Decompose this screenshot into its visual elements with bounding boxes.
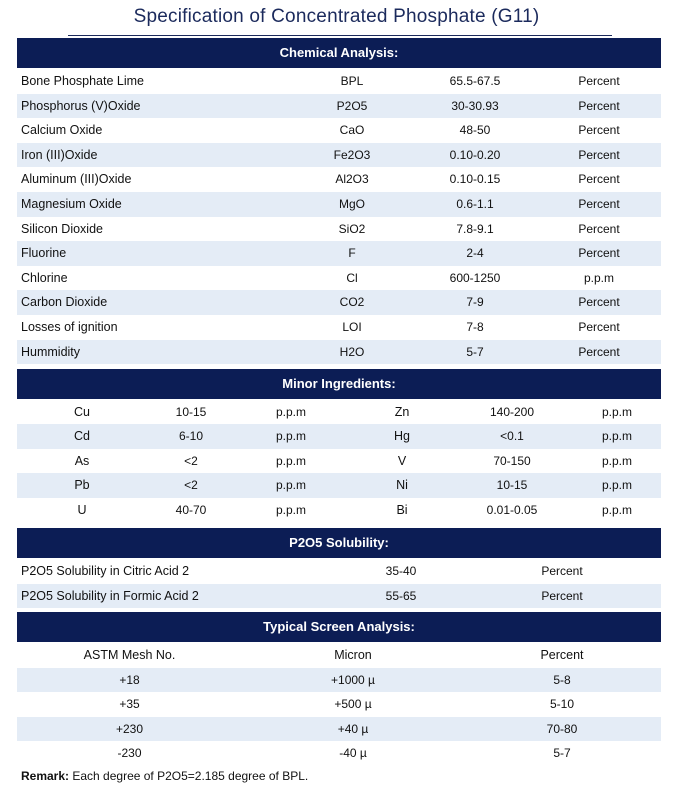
chemical-value: 0.10-0.20 — [449, 147, 501, 162]
chemical-name: Calcium Oxide — [21, 123, 103, 138]
chemical-row — [17, 266, 661, 291]
screen-row — [17, 692, 661, 717]
chemical-value: 7-9 — [466, 295, 484, 310]
minor-element-1: Cu — [74, 404, 90, 419]
chemical-value: 0.6-1.1 — [456, 197, 494, 211]
chemical-unit: Percent — [578, 320, 620, 334]
screen-micron: +500 µ — [334, 697, 372, 712]
minor-row — [17, 449, 661, 474]
minor-element-2: V — [397, 453, 407, 468]
chemical-symbol: BPL — [340, 74, 364, 88]
minor-value-1: 10-15 — [175, 404, 207, 419]
minor-element-2: Ni — [396, 478, 408, 493]
screen-mesh: +230 — [115, 721, 144, 736]
chemical-symbol: P2O5 — [336, 98, 368, 113]
minor-element-2: Bi — [396, 502, 408, 517]
minor-row — [17, 498, 661, 523]
screen-micron: +40 µ — [337, 721, 369, 736]
chemical-name: Fluorine — [21, 246, 67, 261]
chemical-unit: Percent — [578, 147, 620, 162]
chemical-value: 0.10-0.15 — [449, 172, 501, 187]
screen-percent: 70-80 — [546, 721, 578, 736]
solubility-value: 55-65 — [385, 588, 417, 603]
minor-element-1: Cd — [74, 429, 90, 444]
chemical-value: 2-4 — [466, 246, 484, 261]
minor-value-2: 70-150 — [493, 453, 531, 468]
remark — [21, 769, 308, 783]
minor-unit-1: p.p.m — [275, 404, 306, 419]
minor-element-2: Zn — [394, 404, 410, 419]
chemical-name: Magnesium Oxide — [21, 197, 122, 211]
chemical-row — [17, 241, 661, 266]
minor-unit-2: p.p.m — [601, 502, 632, 517]
screen-mesh: -230 — [117, 746, 142, 761]
screen-row — [17, 717, 661, 742]
minor-value-1: <2 — [184, 478, 198, 493]
chemical-unit: p.p.m — [583, 270, 614, 285]
page-title: Specification of Concentrated Phosphate (G11) — [133, 6, 540, 27]
chemical-name: Silicon Dioxide — [21, 221, 103, 236]
chemical-symbol: LOI — [342, 320, 362, 334]
chemical-symbol: Al2O3 — [335, 172, 369, 187]
chemical-name: Iron (III)Oxide — [21, 147, 98, 162]
screen-micron: -40 µ — [339, 746, 367, 761]
chemical-row — [17, 340, 661, 365]
minor-row — [17, 424, 661, 449]
solubility-heading: P2O5 Solubility: — [17, 528, 661, 558]
chemical-symbol: Cl — [346, 270, 358, 285]
chemical-symbol: CaO — [339, 123, 365, 138]
chemical-row — [17, 192, 661, 217]
remark-label: Remark: — [21, 769, 70, 783]
chemical-unit: Percent — [578, 98, 620, 113]
chemical-symbol: CO2 — [339, 295, 365, 310]
minor-unit-1: p.p.m — [275, 502, 306, 517]
minor-value-2: 140-200 — [489, 404, 535, 419]
minor-unit-2: p.p.m — [601, 429, 632, 444]
minor-element-1: Pb — [74, 478, 90, 493]
chemical-unit: Percent — [578, 221, 620, 236]
minor-value-2: <0.1 — [500, 429, 524, 444]
chemical-name: Hummidity — [21, 344, 81, 359]
chemical-name: Aluminum (III)Oxide — [21, 172, 132, 187]
solubility-unit: Percent — [541, 564, 583, 578]
chemical-symbol: SiO2 — [338, 221, 366, 236]
chemical-row — [17, 290, 661, 315]
chemical-value: 30-30.93 — [451, 98, 499, 113]
minor-value-2: 0.01-0.05 — [486, 502, 538, 517]
screen-percent: 5-10 — [549, 697, 575, 712]
chemical-unit: Percent — [578, 123, 620, 138]
minor-element-1: U — [77, 502, 87, 517]
minor-ingredients-heading: Minor Ingredients: — [17, 369, 661, 399]
minor-value-2: 10-15 — [496, 478, 528, 493]
chemical-symbol: H2O — [339, 344, 365, 359]
minor-row — [17, 400, 661, 425]
chemical-value: 7.8-9.1 — [456, 221, 494, 236]
chemical-name: Losses of ignition — [21, 320, 118, 334]
solubility-value: 35-40 — [385, 564, 417, 578]
chemical-symbol: F — [348, 246, 356, 261]
chemical-name: Phosphorus (V)Oxide — [21, 98, 141, 113]
chemical-symbol: Fe2O3 — [333, 147, 371, 162]
remark-text: Each degree of P2O5=2.185 degree of BPL. — [69, 769, 309, 783]
chemical-row — [17, 69, 661, 94]
chemical-unit: Percent — [578, 197, 620, 211]
column-header-micron: Micron — [334, 648, 372, 662]
minor-value-1: 40-70 — [175, 502, 207, 517]
screen-analysis-heading: Typical Screen Analysis: — [17, 612, 661, 642]
chemical-value: 65.5-67.5 — [449, 74, 501, 88]
screen-row — [17, 668, 661, 693]
screen-mesh: +35 — [119, 697, 140, 712]
chemical-symbol: MgO — [338, 197, 365, 211]
chemical-row — [17, 167, 661, 192]
screen-micron: +1000 µ — [331, 672, 375, 687]
chemical-row — [17, 118, 661, 143]
screen-percent: 5-8 — [553, 672, 571, 687]
solubility-unit: Percent — [541, 588, 583, 603]
chemical-row — [17, 315, 661, 340]
chemical-name: Chlorine — [21, 270, 68, 285]
solubility-row — [17, 584, 661, 609]
solubility-name: P2O5 Solubility in Citric Acid 2 — [21, 564, 190, 578]
chemical-row — [17, 143, 661, 168]
minor-unit-1: p.p.m — [275, 478, 306, 493]
minor-unit-1: p.p.m — [275, 429, 306, 444]
title-underline — [68, 35, 612, 36]
minor-unit-2: p.p.m — [601, 404, 632, 419]
chemical-name: Carbon Dioxide — [21, 295, 108, 310]
column-header-mesh: ASTM Mesh No. — [83, 648, 176, 662]
chemical-value: 7-8 — [466, 320, 484, 334]
minor-unit-2: p.p.m — [601, 478, 632, 493]
chemical-value: 5-7 — [466, 344, 484, 359]
minor-unit-2: p.p.m — [601, 453, 632, 468]
minor-element-1: As — [74, 453, 90, 468]
screen-header-row — [17, 643, 661, 668]
chemical-name: Bone Phosphate Lime — [21, 74, 145, 88]
minor-element-2: Hg — [394, 429, 410, 444]
chemical-analysis-heading: Chemical Analysis: — [17, 38, 661, 68]
chemical-row — [17, 217, 661, 242]
chemical-unit: Percent — [578, 246, 620, 261]
screen-mesh: +18 — [119, 672, 140, 687]
solubility-row — [17, 559, 661, 584]
chemical-value: 600-1250 — [449, 270, 501, 285]
solubility-name: P2O5 Solubility in Formic Acid 2 — [21, 588, 199, 603]
screen-row — [17, 741, 661, 766]
chemical-unit: Percent — [578, 172, 620, 187]
chemical-row — [17, 94, 661, 119]
column-header-percent: Percent — [540, 648, 584, 662]
minor-value-1: 6-10 — [178, 429, 204, 444]
chemical-value: 48-50 — [459, 123, 491, 138]
chemical-unit: Percent — [578, 344, 620, 359]
minor-unit-1: p.p.m — [275, 453, 306, 468]
minor-value-1: <2 — [184, 453, 198, 468]
chemical-unit: Percent — [578, 74, 620, 88]
chemical-unit: Percent — [578, 295, 620, 310]
screen-percent: 5-7 — [553, 746, 571, 761]
minor-row — [17, 473, 661, 498]
